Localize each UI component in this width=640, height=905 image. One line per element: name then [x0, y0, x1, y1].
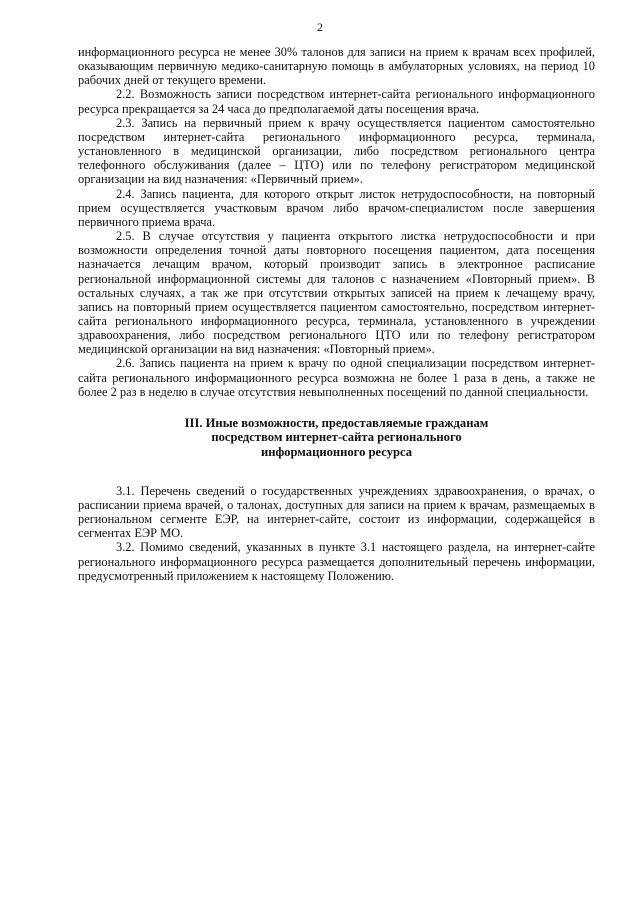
section-3-heading-line: посредством интернет-сайта регионального: [211, 430, 462, 445]
section-3-heading: [78, 416, 595, 459]
paragraph-2-6: 2.6. Запись пациента на прием к врачу по одной специализации посредством интернет-сайта регионального информационного ресурса возможна не более 1 раза в день, а также не более 2 раз в неделю в случае отсутствия невыполненных посещений по данной специальности.: [78, 356, 595, 399]
page-number: 2: [317, 20, 323, 34]
paragraph-2-5: 2.5. В случае отсутствия у пациента открытого листка нетрудоспособности и при возможности определения точной даты повторного посещения пациентом, дата посещения назначается лечащим врачом, который производит запись в электронное расписание региональной информационной системы для талонов с назначением «Повторный прием». В остальных случаях, а так же при отсутствии открытых записей на прием к лечащему врачу, запись на повторный прием осуществляется пациентом самостоятельно, посредством интернет-сайта регионального информационного ресурса, терминала, установленного в учреждении здравоохранения, либо посредством регионального ЦТО или по телефону регистратором медицинской организации на вид назначения: «Повторный прием».: [78, 229, 595, 357]
section-3-heading-line: III. Иные возможности, предоставляемые гражданам: [184, 415, 489, 430]
paragraph-3-1: 3.1. Перечень сведений о государственных учреждениях здравоохранения, о врачах, о расписании приема врачей, о талонах, доступных для записи на прием к врачам, размещаемых в региональном сегменте ЕЭР, на интернет-сайте, состоит из информации, содержащейся в сегментах ЕЭР МО.: [78, 483, 595, 541]
section-3-heading-line: информационного ресурса: [260, 444, 413, 459]
paragraph-2-2: 2.2. Возможность записи посредством интернет-сайта регионального информационного ресурса прекращается за 24 часа до предполагаемой даты посещения врача.: [78, 87, 595, 116]
paragraph-2-4: 2.4. Запись пациента, для которого открыт листок нетрудоспособности, на повторный прием осуществляется участковым врачом либо врачом-специалистом после завершения первичного приема врача.: [78, 186, 595, 229]
paragraph-3-2: 3.2. Помимо сведений, указанных в пункте 3.1 настоящего раздела, на интернет-сайте регионального информационного ресурса размещается дополнительный перечень информации, предусмотренный приложением к настоящему Положению.: [78, 540, 595, 583]
paragraph-2-1-continuation: информационного ресурса не менее 30% талонов для записи на прием к врачам всех профилей, оказывающим первичную медико-санитарную помощь в амбулаторных условиях, на период 10 рабочих дней от текущего времени.: [78, 45, 595, 88]
paragraph-2-3: 2.3. Запись на первичный прием к врачу осуществляется пациентом самостоятельно посредством интернет-сайта регионального информационного ресурса, терминала, установленного в медицинской организации, либо посредством регионального центра телефонного обслуживания (далее – ЦТО) или по телефону регистратором медицинской организации на вид назначения: «Первичный прием».: [78, 115, 595, 187]
document-body: [78, 45, 595, 583]
